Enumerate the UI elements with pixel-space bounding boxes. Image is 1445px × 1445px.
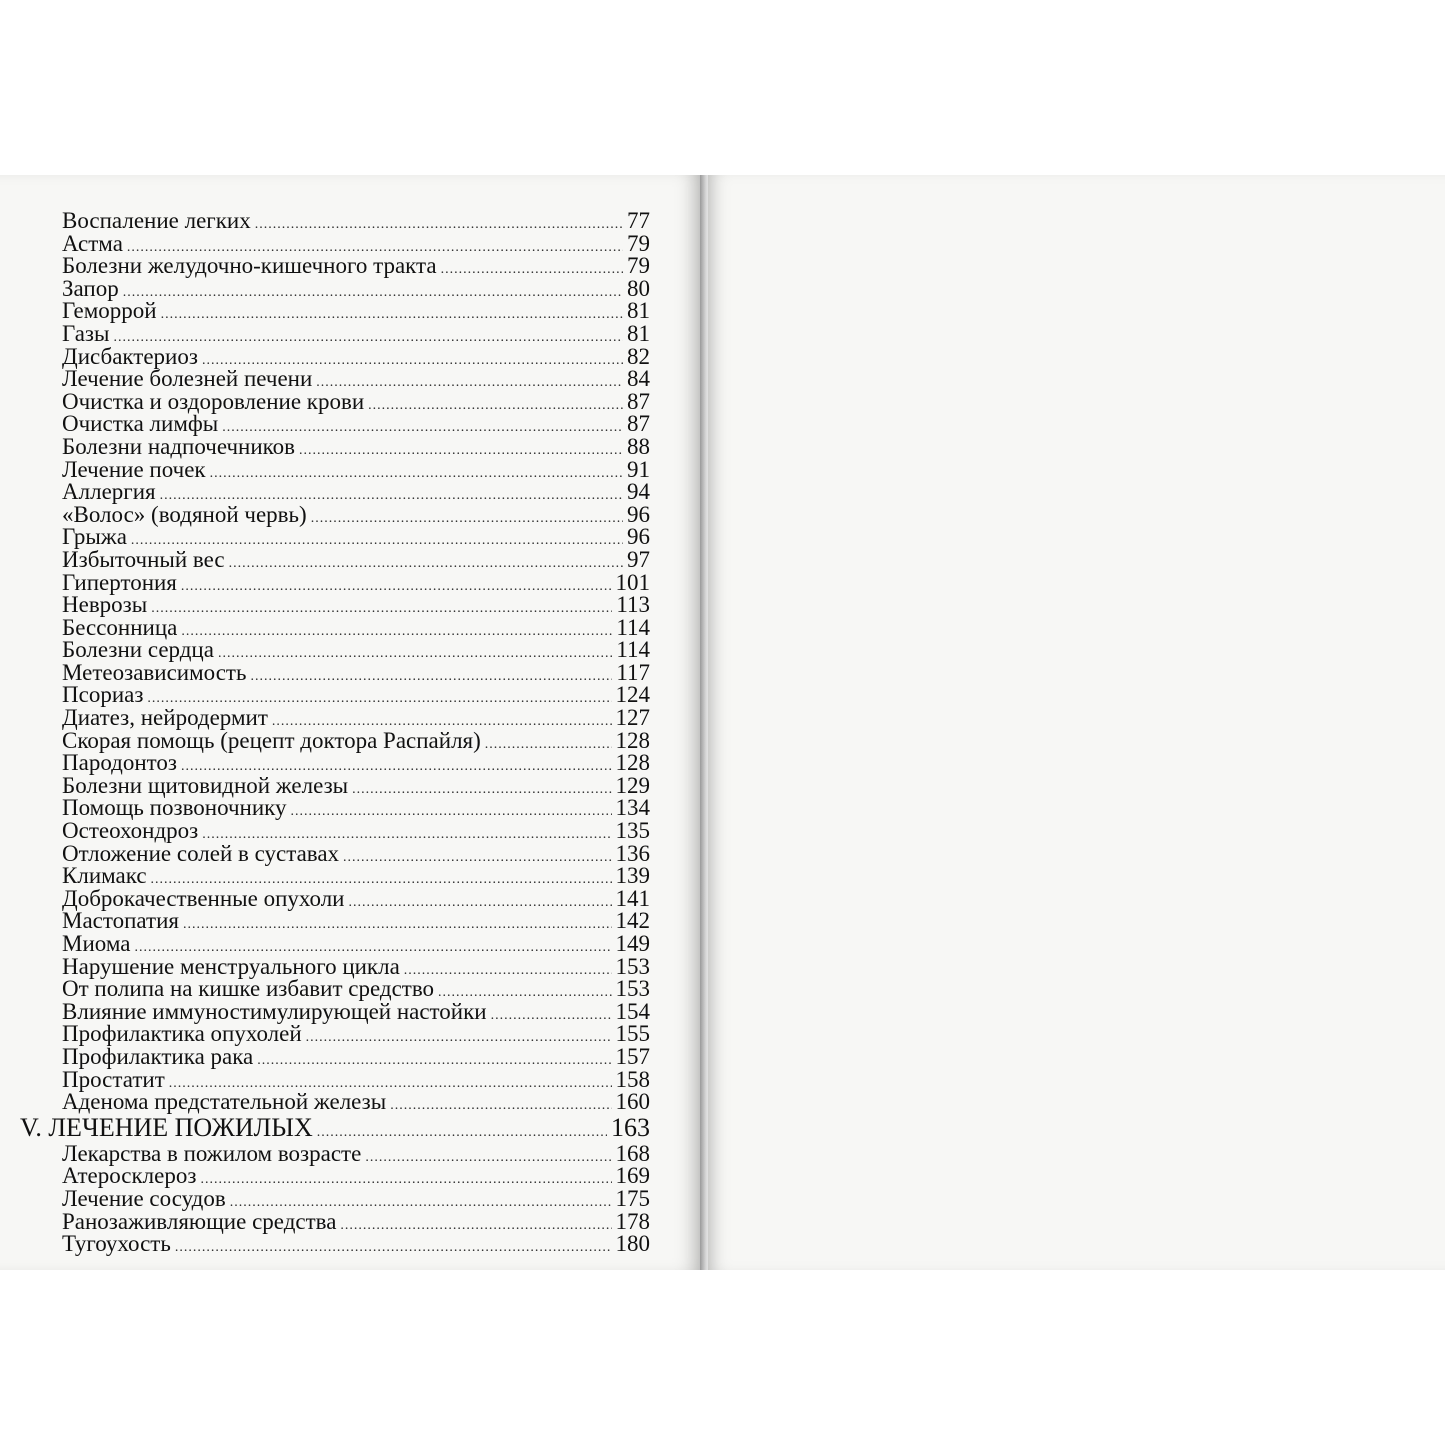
toc-page-number: 82 [627,343,650,369]
toc-entry [62,300,650,323]
toc-page-number: 97 [627,546,650,572]
toc-dot-leader [151,598,612,620]
toc-page-number: 81 [627,320,650,346]
toc-entry-title: Влияние иммуностимулирующей настойки [62,998,487,1024]
toc-entry-title: Неврозы [62,592,148,618]
toc-dot-leader [368,395,623,417]
toc-entry-title: Лечение болезней печени [62,366,313,392]
toc-entry-title: Отложение солей в суставах [62,840,340,866]
toc-page-number: 113 [616,592,650,618]
toc-page-number: 114 [616,637,650,663]
toc-page-number: 135 [615,818,650,844]
toc-entry [62,978,650,1001]
toc-entry-title: «Волос» (водяной червь) [62,501,307,527]
toc-entry-title: Профилактика рака [62,1043,254,1069]
toc-entry-title: Лекарства в пожилом возрасте [62,1140,362,1166]
toc-page-number: 129 [615,772,650,798]
toc-dot-leader [491,1005,612,1027]
toc-entry-title: Диатез, нейродермит [62,705,268,731]
toc-entry [62,614,650,640]
toc-page-number: 88 [627,433,650,459]
toc-dot-leader [123,282,623,304]
toc-dot-leader [218,643,612,665]
toc-entry-title: Грыжа [62,524,127,550]
toc-entry [62,820,650,843]
toc-entry [62,885,650,911]
toc-page-number: 141 [615,885,650,911]
toc-dot-leader [349,892,612,914]
toc-entry-title: Аденома предстательной железы [62,1089,387,1115]
toc-dot-leader [181,576,612,598]
toc-entry-title: От полипа на кишке избавит средство [62,976,435,1002]
toc-page-number: 128 [615,727,650,753]
toc-page-number: 178 [615,1208,650,1234]
toc-entry-title: Избыточный вес [62,546,225,572]
toc-page-number: 149 [615,931,650,956]
toc-page-number: 87 [627,388,650,414]
toc-entry-title: Очистка и оздоровление крови [62,388,365,414]
toc-page-number: 163 [611,1112,650,1142]
toc-entry-title: Псориаз [62,682,144,708]
toc-entry [62,1208,650,1234]
toc-entry [62,727,650,753]
toc-page-number: 81 [627,298,650,324]
toc-entry [62,1091,650,1114]
toc-entry [62,797,650,820]
toc-entry [62,1023,650,1046]
toc-entry-title: Болезни желудочно-кишечного тракта [62,253,437,279]
toc-page-number: 155 [615,1021,650,1047]
toc-page-number: 101 [615,569,650,595]
toc-page-number: 96 [627,524,650,550]
toc-dot-leader [441,259,623,281]
toc-entry [62,320,650,346]
toc-entry-title: Запор [62,275,119,301]
book-spread [0,175,1445,1270]
toc-entry [62,1140,650,1166]
toc-entry [62,953,650,979]
toc-entry [62,1165,650,1188]
toc-entry-title: Метеозависимость [62,659,247,685]
toc-page-number: 134 [615,795,650,821]
toc-page-number: 158 [615,1066,650,1092]
left-toc-list [20,208,650,1257]
toc-entry [62,772,650,798]
toc-entry-title: Пародонтоз [62,750,177,776]
toc-dot-leader [390,1095,611,1117]
toc-entry [62,1066,650,1092]
toc-entry-title: Бессонница [62,614,178,640]
toc-dot-leader [306,1027,612,1049]
toc-entry [62,933,650,956]
toc-entry-title: Газы [62,320,110,346]
toc-page-number: 169 [615,1163,650,1189]
toc-entry-title: Скорая помощь (рецепт доктора Распайля) [62,727,481,753]
toc-entry [62,1233,650,1256]
toc-page-number: 136 [615,840,650,866]
toc-entry [62,210,650,233]
toc-entry-title: Болезни надпочечников [62,433,296,459]
toc-entry-title: Простатит [62,1066,165,1092]
toc-entry [62,481,650,504]
toc-entry [62,639,650,662]
toc-page-number: 153 [615,953,650,979]
toc-dot-leader [343,847,611,869]
toc-entry [62,501,650,527]
toc-page-number: 114 [616,614,650,640]
toc-entry [62,388,650,414]
toc-page-number: 80 [627,275,650,301]
toc-entry-title: Климакс [62,863,147,889]
toc-entry [62,546,650,572]
toc-page-number: 84 [627,366,650,392]
toc-dot-leader [404,960,612,982]
toc-entry [62,1185,650,1211]
toc-dot-leader [485,734,612,756]
toc-entry-title: Очистка лимфы [62,411,219,437]
toc-entry-title: Лечение сосудов [62,1185,226,1211]
toc-dot-leader [257,1050,611,1072]
toc-dot-leader [311,508,623,530]
toc-entry-title: Болезни сердца [62,637,214,663]
toc-entry-title: Аллергия [62,479,156,505]
toc-entry-title: Ранозаживляющие средства [62,1208,337,1234]
toc-page-number: 94 [627,479,650,505]
toc-entry [62,413,650,436]
toc-entry-title: Остеохондроз [62,818,199,844]
toc-entry-title: Геморрой [62,298,157,324]
toc-entry [62,1043,650,1069]
toc-entry-title: Помощь позвоночнику [62,795,287,821]
toc-entry [62,707,650,730]
toc-page-number: 127 [615,705,650,731]
toc-section-heading [20,1114,650,1143]
toc-entry [62,433,650,459]
toc-page-number: 79 [627,230,650,256]
toc-page-number: 157 [615,1043,650,1069]
toc-entry-title: Атеросклероз [62,1163,197,1189]
toc-dot-leader [255,214,623,236]
toc-page-number: 153 [615,976,650,1002]
toc-entry [62,275,650,301]
toc-page-number: 96 [627,501,650,527]
toc-entry [62,752,650,775]
toc-dot-leader [200,1169,611,1191]
toc-dot-leader [365,1147,611,1169]
toc-entry-title: Астма [62,230,123,256]
toc-dot-leader [229,553,623,575]
toc-entry [62,840,650,866]
toc-entry [62,230,650,256]
toc-entry-title: Мастопатия [62,908,179,934]
toc-page-number: 87 [627,411,650,437]
toc-entry [62,910,650,933]
toc-dot-leader [181,621,612,643]
toc-entry-title: Воспаление легких [62,208,251,233]
toc-page-number: 79 [627,253,650,279]
toc-entry-title: Миома [62,931,131,956]
toc-entry [62,343,650,369]
toc-dot-leader [161,304,623,326]
toc-entry [62,684,650,707]
toc-page-number: 139 [615,863,650,889]
toc-entry-title: Тугоухость [62,1231,171,1257]
toc-entry-title: Нарушение менструального цикла [62,953,400,979]
toc-page-number: 77 [627,208,650,233]
toc-entry-title: V. ЛЕЧЕНИЕ ПОЖИЛЫХ [20,1112,313,1142]
toc-page-number: 160 [615,1089,650,1115]
toc-entry-title: Болезни щитовидной железы [62,772,349,798]
toc-entry [62,456,650,482]
toc-page-number: 124 [615,682,650,708]
toc-entry [62,865,650,888]
toc-dot-leader [299,440,623,462]
toc-page-number: 175 [615,1185,650,1211]
toc-dot-leader [291,801,612,823]
toc-dot-leader [340,1215,611,1237]
toc-entry [62,368,650,391]
toc-entry-title: Лечение почек [62,456,206,482]
toc-dot-leader [250,666,612,688]
toc-entry-title: Гипертония [62,569,177,595]
toc-entry-title: Профилактика опухолей [62,1021,302,1047]
toc-page-number: 142 [615,908,650,934]
right-page [708,175,1445,1270]
toc-page-number: 117 [616,659,650,685]
toc-entry [62,594,650,617]
toc-entry [62,255,650,278]
toc-dot-leader [183,914,612,936]
toc-page-number: 168 [615,1140,650,1166]
toc-entry [62,998,650,1024]
toc-dot-leader [352,779,611,801]
toc-entry [62,659,650,685]
toc-entry-title: Дисбактериоз [62,343,198,369]
toc-page-number: 91 [627,456,650,482]
toc-page-number: 154 [615,998,650,1024]
left-page [0,175,702,1270]
toc-page-number: 128 [615,750,650,776]
toc-dot-leader [175,1237,612,1259]
toc-entry [62,569,650,595]
toc-entry [62,526,650,549]
toc-dot-leader [210,463,623,485]
toc-page-number: 180 [615,1231,650,1257]
toc-entry-title: Доброкачественные опухоли [62,885,345,911]
